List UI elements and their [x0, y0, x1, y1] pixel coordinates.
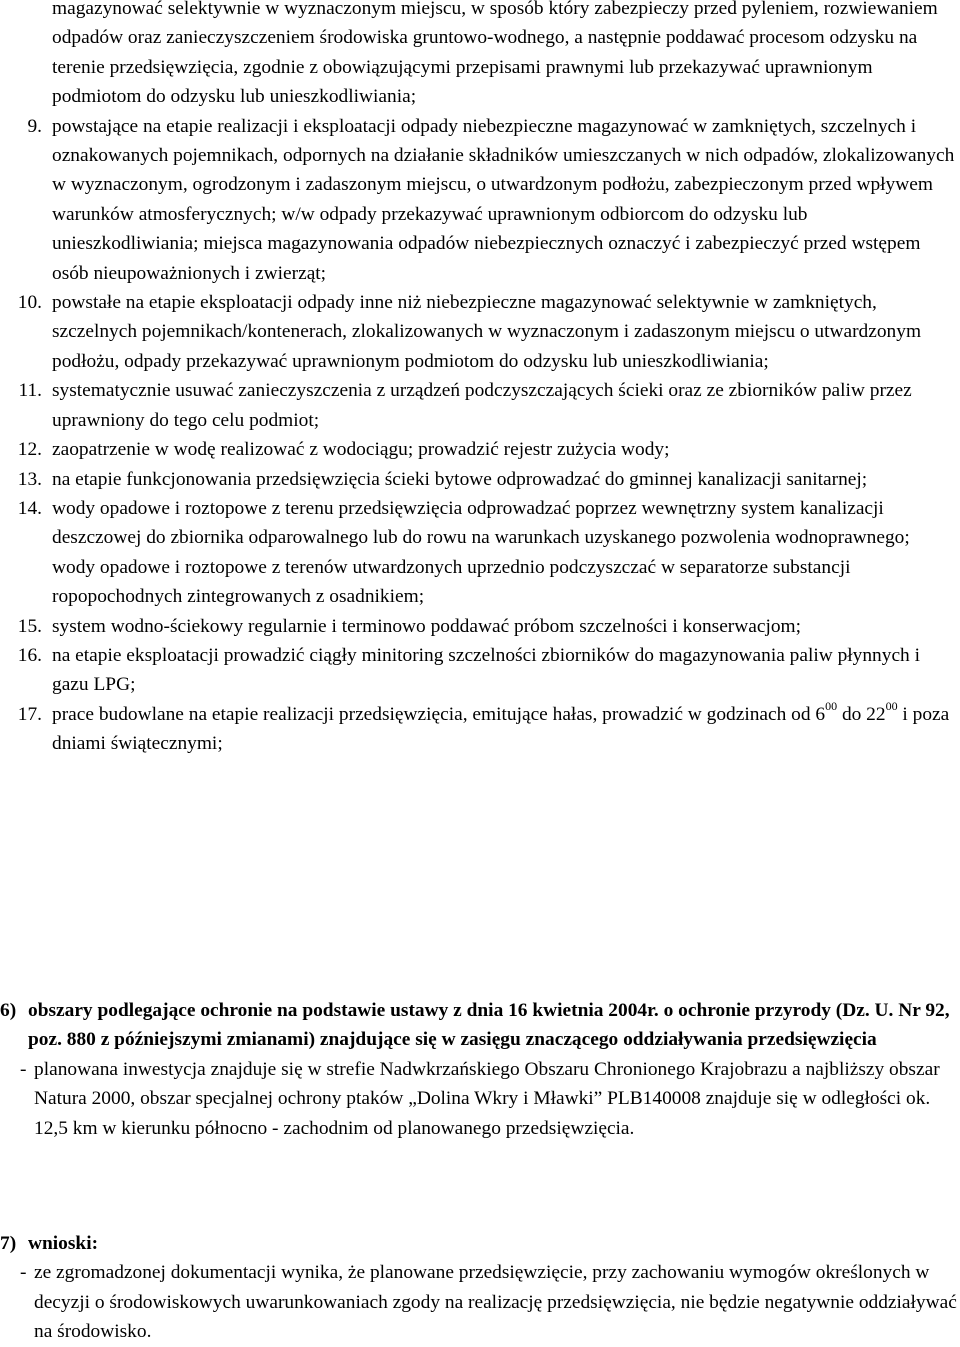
list-item-continuation	[0, 0, 955, 112]
list-item-15	[0, 612, 955, 641]
section-heading	[0, 1229, 958, 1258]
section-heading-text: obszary podlegające ochronie na podstawie ustawy z dnia 16 kwietnia 2004r. o ochronie przyrody (Dz. U. Nr 92, poz. 880 z późniejszymi zmianami) znajdujące się w zasięgu znaczącego oddziaływania przedsięwzięcia	[28, 1000, 950, 1051]
list-item-number: 10.	[17, 292, 42, 314]
list-item-text: na etapie funkcjonowania przedsięwzięcia ścieki bytowe odprowadzać do gminnej kanalizacji sanitarnej;	[52, 468, 868, 490]
list-item-number: 17.	[17, 703, 42, 725]
list-item-number: 13.	[17, 468, 42, 490]
section-number: 7)	[0, 1233, 17, 1254]
list-item-text: na etapie eksploatacji prowadzić ciągły minitoring szczelności zbiorników do magazynowania paliw płynnych i gazu LPG;	[52, 644, 920, 696]
list-item-text: powstałe na etapie eksploatacji odpady inne niż niebezpieczne magazynować selektywnie w zamkniętych, szczelnych pojemnikach/kontenerach, zlokalizowanych w wyznaczonym i zadaszonym miejscu o utwardzonym podłożu, odpady przekazywać uprawnionym podmiotom do odzysku lub unieszkodliwiania;	[52, 292, 922, 372]
list-item-number: 15.	[17, 615, 42, 637]
list-item-number: 14.	[17, 497, 42, 519]
list-item-number: 12.	[17, 439, 42, 461]
list-item-text	[52, 700, 955, 759]
list-item-text: powstające na etapie realizacji i eksploatacji odpady niebezpieczne magazynować w zamkniętych, szczelnych i oznakowanych pojemnikach, odpornych na działanie składników umieszczanych w nich odpadów, zlokalizowanych w wyznaczonym, ogrodzonym i zadaszonym miejscu, o utwardzonym podłożu, zabezpieczonym przed wpływem warunków atmosferycznych; w/w odpady przekazywać uprawnionym odbiorcom do odzysku lub unieszkodliwiania; miejsca magazynowania odpadów niebezpiecznych oznaczyć i zabezpieczyć przed wstępem osób nieupoważnionych i zwierząt;	[52, 115, 955, 284]
bullet-dash: -	[20, 1058, 27, 1080]
list-item-10	[0, 288, 955, 376]
list-item-16	[0, 641, 955, 700]
bullet-item	[0, 1055, 958, 1143]
list-item-14	[0, 494, 955, 612]
list-item-12	[0, 435, 955, 464]
item17-text-end: i poza dniami świątecznymi;	[52, 703, 950, 755]
bullet-dash: -	[20, 1262, 27, 1284]
bullet-text: planowana inwestycja znajduje się w strefie Nadwkrzańskiego Obszaru Chronionego Krajobrazu a najbliższy obszar Natura 2000, obszar specjalnej ochrony ptaków „Dolina Wkry i Mławki” PLB140008 znajduje się w odległości ok. 12,5 km w kierunku północno - zachodnim od planowanego przedsięwzięcia.	[34, 1058, 940, 1139]
bullet-text: ze zgromadzonej dokumentacji wynika, że planowane przedsięwzięcie, przy zachowaniu wymogów określonych w decyzji o środowiskowych uwarunkowaniach zgody na realizację przedsięwzięcia, nie będzie negatywnie oddziaływać na środowisko.	[34, 1262, 957, 1343]
bullet-item	[0, 1258, 958, 1346]
list-item-number: 16.	[17, 644, 42, 666]
list-item-11	[0, 376, 955, 435]
section-conclusions	[0, 1229, 958, 1347]
section-heading-text: wnioski:	[28, 1233, 99, 1254]
section-number: 6)	[0, 1000, 17, 1021]
section-protected-areas	[0, 996, 958, 1143]
hour-superscript: 00	[825, 699, 838, 714]
list-item-text: magazynować selektywnie w wyznaczonym miejscu, w sposób który zabezpieczy przed pyleniem, rozwiewaniem odpadów oraz zanieczyszczeniem środowiska gruntowo-wodnego, a następnie poddawać procesom odzysku na terenie przedsięwzięcia, zgodnie z obowiązującymi przepisami prawnymi lub przekazywać uprawnionym podmiotom do odzysku lub unieszkodliwiania;	[52, 0, 938, 108]
list-item-9	[0, 112, 955, 288]
list-item-number: 9.	[27, 115, 42, 137]
list-item-text: zaopatrzenie w wodę realizować z wodociągu; prowadzić rejestr zużycia wody;	[52, 439, 670, 461]
section-heading	[0, 996, 958, 1055]
list-item-number: 11.	[18, 380, 42, 402]
item17-text-middle: do 22	[837, 703, 886, 725]
list-item-text: wody opadowe i roztopowe z terenu przedsięwzięcia odprowadzać poprzez wewnętrzny system kanalizacji deszczowej do zbiornika odparowalnego lub do rowu na warunkach uzyskanego pozwolenia wodnoprawnego; wody opadowe i roztopowe z terenów utwardzonych uprzednio podczyszczać w separatorze substancji ropopochodnych zintegrowanych z osadnikiem;	[52, 497, 910, 608]
list-item-17	[0, 700, 955, 759]
item17-text-start: prace budowlane na etapie realizacji przedsięwzięcia, emitujące hałas, prowadzić w godzinach od 6	[52, 703, 826, 725]
list-item-13	[0, 465, 955, 494]
list-item-text: systematycznie usuwać zanieczyszczenia z urządzeń podczyszczających ścieki oraz ze zbiorników paliw przez uprawniony do tego celu podmiot;	[52, 380, 912, 431]
hour-superscript: 00	[885, 699, 898, 714]
list-item-text: system wodno-ściekowy regularnie i terminowo poddawać próbom szczelności i konserwacjom;	[52, 615, 802, 637]
